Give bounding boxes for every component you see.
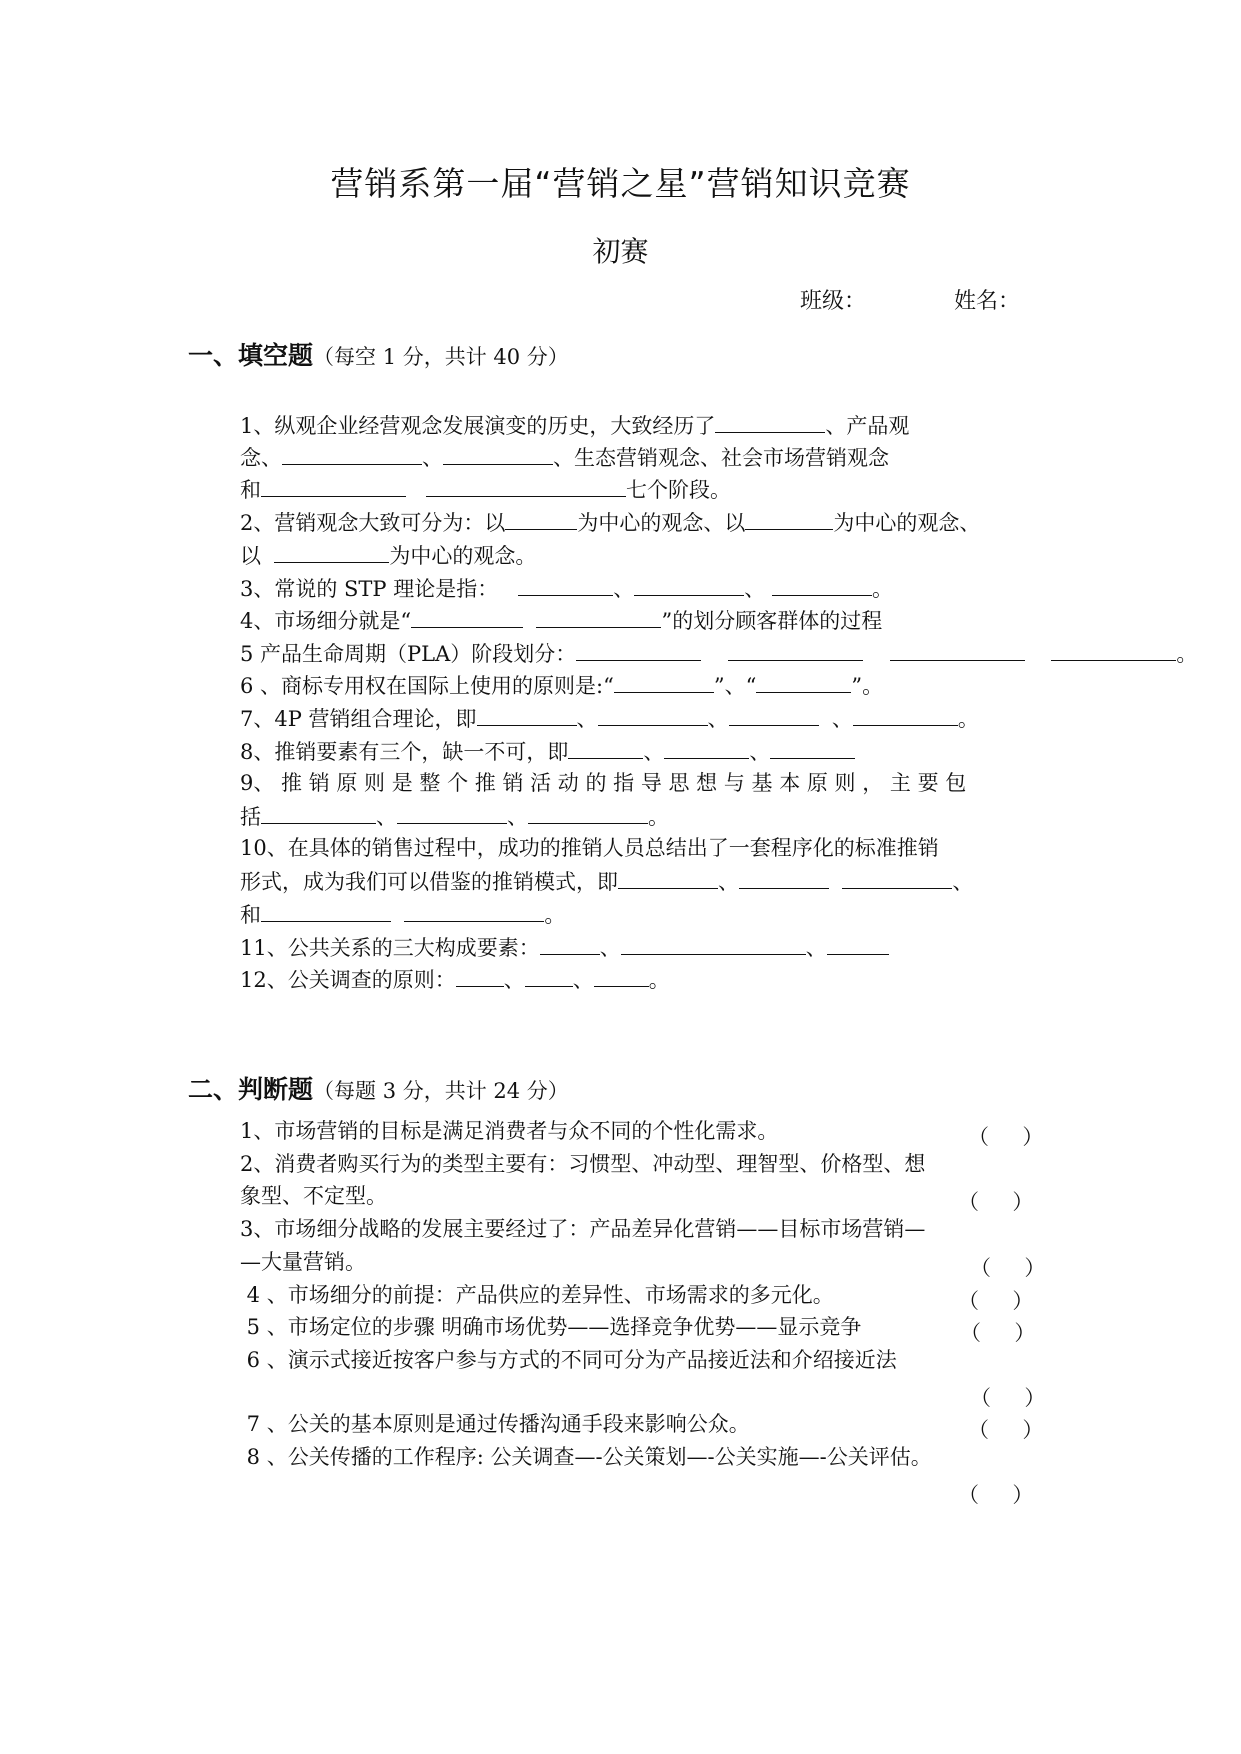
answer-blank[interactable]	[842, 870, 952, 889]
question-line	[240, 577, 893, 600]
question-line	[240, 414, 909, 437]
student-info	[800, 284, 1020, 315]
answer-blank[interactable]	[634, 577, 744, 596]
question-line	[240, 674, 883, 697]
question-text: 、	[707, 707, 729, 731]
question-text: 七个阶段。	[626, 478, 732, 502]
question-text: ”。	[851, 674, 884, 698]
statement-line: 象型、不定型。	[240, 1184, 387, 1208]
statement-line: 4 、市场细分的前提：产品供应的差异性、市场需求的多元化。	[240, 1283, 834, 1307]
question-text: 1、纵观企业经营观念发展演变的历史，大致经历了	[240, 414, 716, 438]
answer-blank[interactable]	[594, 968, 649, 987]
question-text: 、	[503, 968, 525, 992]
question-text: 2、营销观念大致可分为：以	[240, 511, 506, 535]
question-text: 、	[376, 805, 397, 829]
question-text	[863, 642, 890, 666]
question-text: 、	[718, 870, 739, 894]
answer-blank[interactable]	[618, 870, 718, 889]
question-line	[240, 968, 670, 991]
answer-blank[interactable]	[456, 968, 504, 987]
question-text: 。	[544, 903, 566, 927]
question-text	[1025, 642, 1052, 666]
statement-line: 6 、演示式接近按客户参与方式的不同可分为产品接近法和介绍接近法	[240, 1348, 897, 1372]
question-line	[240, 740, 855, 763]
question-text: 。	[648, 968, 670, 992]
answer-blank[interactable]	[426, 478, 626, 497]
answer-blank[interactable]	[282, 446, 422, 465]
statement-line: 5 、市场定位的步骤 明确市场优势——选择竞争优势——显示竞争	[240, 1315, 862, 1339]
answer-blank[interactable]	[261, 805, 376, 824]
question-text: 括	[240, 805, 261, 829]
answer-blank[interactable]	[756, 674, 851, 693]
answer-blank[interactable]	[576, 642, 701, 661]
question-line	[240, 838, 939, 859]
statement-line: 3、市场细分战略的发展主要经过了：产品差异化营销——目标市场营销—	[240, 1217, 926, 1241]
question-text	[829, 870, 842, 894]
answer-blank[interactable]	[536, 609, 661, 628]
question-text: ”、“	[713, 674, 757, 698]
answer-blank[interactable]	[477, 707, 577, 726]
question-line	[240, 544, 536, 567]
section2-note: （每题 3 分，共计 24 分）	[313, 1079, 569, 1103]
answer-blank[interactable]	[614, 674, 714, 693]
answer-paren[interactable]: （ ）	[958, 1190, 1034, 1214]
question-line	[240, 609, 882, 632]
question-line	[240, 707, 979, 730]
question-text: 和	[240, 903, 261, 927]
answer-blank[interactable]	[715, 414, 825, 433]
statement-line: 2、消费者购买行为的类型主要有：习惯型、冲动型、理智型、价格型、想	[240, 1152, 926, 1176]
answer-blank[interactable]	[1051, 642, 1176, 661]
question-line	[240, 446, 889, 469]
question-text: 、	[818, 707, 853, 731]
section2-title: 二、判断题	[188, 1075, 314, 1104]
question-line	[240, 511, 980, 534]
answer-blank[interactable]	[853, 707, 958, 726]
answer-blank[interactable]	[505, 511, 577, 530]
answer-paren[interactable]: （ ）	[960, 1321, 1036, 1345]
question-text: 、	[613, 577, 635, 601]
answer-blank[interactable]	[598, 707, 708, 726]
answer-blank[interactable]	[621, 936, 806, 955]
question-text	[406, 478, 426, 502]
question-text: 、	[572, 968, 594, 992]
answer-blank[interactable]	[261, 903, 391, 922]
answer-paren[interactable]: （ ）	[958, 1483, 1034, 1507]
answer-blank[interactable]	[261, 478, 406, 497]
question-text: 为中心的观念、	[833, 511, 981, 535]
question-text: 、	[422, 446, 443, 470]
question-text: 、	[643, 740, 665, 764]
answer-paren[interactable]: （ ）	[968, 1418, 1044, 1442]
statement-line: 8 、公关传播的工作程序: 公关调查—-公关策划—-公关实施—-公关评估。	[240, 1445, 932, 1469]
answer-blank[interactable]	[443, 446, 553, 465]
question-text: 10、在具体的销售过程中，成功的推销人员总结出了一套程序化的标准推销	[240, 836, 939, 860]
question-text: 、	[507, 805, 528, 829]
answer-blank[interactable]	[404, 903, 544, 922]
statement-line: 1、市场营销的目标是满足消费者与众不同的个性化需求。	[240, 1119, 779, 1143]
exam-subtitle: 初赛	[592, 235, 649, 268]
class-label: 班级：	[800, 289, 867, 314]
answer-blank[interactable]	[540, 936, 600, 955]
answer-blank[interactable]	[827, 936, 889, 955]
answer-blank[interactable]	[525, 968, 573, 987]
section2-heading	[188, 1070, 569, 1106]
answer-blank[interactable]	[518, 577, 613, 596]
question-text: 7、4P 营销组合理论，即	[240, 707, 477, 731]
statement-line: 7 、公关的基本原则是通过传播沟通手段来影响公众。	[240, 1412, 750, 1436]
question-text: 、	[744, 577, 772, 601]
question-text: 9、 推 销 原 则 是 整 个 推 销 活 动 的 指 导 思 想 与 基 本 原 则 ， 主 要 包	[240, 771, 967, 795]
question-text: 4、市场细分就是“	[240, 609, 412, 633]
question-line	[240, 903, 565, 926]
answer-blank[interactable]	[890, 642, 1025, 661]
question-text: 8、推销要素有三个，缺一不可，即	[240, 740, 569, 764]
name-label: 姓名：	[954, 289, 1021, 314]
answer-paren[interactable]: （ ）	[970, 1386, 1046, 1410]
question-text	[701, 642, 728, 666]
answer-blank[interactable]	[274, 544, 389, 563]
answer-blank[interactable]	[664, 740, 749, 759]
question-text: 、产品观	[825, 414, 910, 438]
answer-blank[interactable]	[528, 805, 648, 824]
question-text: 为中心的观念。	[389, 544, 537, 568]
section1-heading	[188, 336, 569, 372]
section1-title: 一、填空题	[188, 341, 314, 370]
answer-blank[interactable]	[411, 609, 523, 628]
question-text: 11、公共关系的三大构成要素：	[240, 936, 540, 960]
answer-blank[interactable]	[568, 740, 643, 759]
question-text: 。	[1176, 642, 1198, 666]
answer-paren[interactable]: （ ）	[970, 1256, 1046, 1280]
question-text: 5 产品生命周期（PLA）阶段划分：	[240, 642, 577, 666]
question-text: 。	[648, 805, 669, 829]
question-text: 、	[952, 870, 974, 894]
answer-paren[interactable]: （ ）	[958, 1289, 1034, 1313]
section1-note: （每空 1 分，共计 40 分）	[313, 345, 569, 369]
answer-blank[interactable]	[728, 642, 863, 661]
question-text: 。	[957, 707, 979, 731]
question-line	[240, 936, 889, 959]
answer-blank[interactable]	[397, 805, 507, 824]
answer-blank[interactable]	[745, 511, 833, 530]
question-text: 、	[749, 740, 771, 764]
answer-blank[interactable]	[729, 707, 819, 726]
question-text: 、	[805, 936, 827, 960]
question-line	[240, 805, 669, 828]
question-line	[240, 773, 966, 794]
question-line	[240, 642, 1197, 665]
statement-line: —大量营销。	[240, 1250, 366, 1274]
question-text: 12、公关调查的原则：	[240, 968, 456, 992]
exam-title: 营销系第一届“营销之星”营销知识竞赛	[330, 164, 911, 203]
question-text	[391, 903, 404, 927]
question-text: 3、常说的 STP 理论是指：	[240, 577, 519, 601]
question-text: 、	[599, 936, 621, 960]
question-text: ”的划分顾客群体的过程	[661, 609, 883, 633]
answer-blank[interactable]	[770, 740, 855, 759]
question-text: 6 、商标专用权在国际上使用的原则是:“	[240, 674, 614, 698]
question-text: 形式，成为我们可以借鉴的推销模式，即	[240, 870, 618, 894]
question-text: 以	[240, 544, 275, 568]
question-text: 、生态营销观念、社会市场营销观念	[553, 446, 889, 470]
answer-paren[interactable]: （ ）	[968, 1125, 1044, 1149]
question-text: 。	[871, 577, 893, 601]
question-line	[240, 870, 973, 893]
question-text: 、	[576, 707, 598, 731]
question-line	[240, 478, 731, 501]
answer-blank[interactable]	[772, 577, 872, 596]
question-text: 念、	[240, 446, 282, 470]
question-text: 为中心的观念、以	[577, 511, 746, 535]
question-text	[523, 609, 536, 633]
question-text: 和	[240, 478, 261, 502]
answer-blank[interactable]	[739, 870, 829, 889]
